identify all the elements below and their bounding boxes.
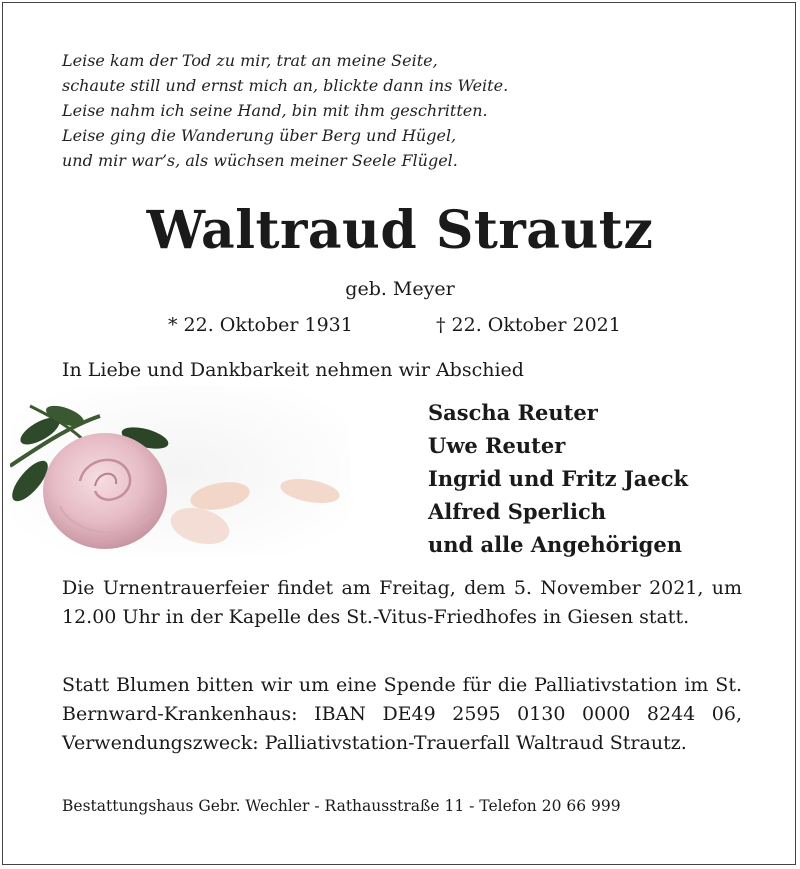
poem-line: Leise kam der Tod zu mir, trat an meine Seite,	[62, 51, 438, 70]
poem-line: schaute still und ernst mich an, blickte dann ins Weite.	[62, 76, 509, 95]
funeral-info: Die Urnentrauerfeier findet am Freitag, dem 5. November 2021, um 12.00 Uhr in der Kapelle des St.-Vitus-Friedhofes in Giesen statt.	[62, 577, 742, 628]
donation-info: Statt Blumen bitten wir um eine Spende für die Palliativstation im St. Bernward-Krankenhaus: IBAN DE49 2595 0130 0000 8244 06, Verwendungszweck: Palliativstation-Trauerfall Waltraud Strautz.	[62, 674, 742, 754]
mourner-name: Sascha Reuter	[428, 400, 598, 425]
farewell-intro: In Liebe und Dankbarkeit nehmen wir Abschied	[62, 359, 524, 381]
death-date: † 22. Oktober 2021	[436, 314, 621, 336]
rose-image	[10, 386, 350, 556]
maiden-name: geb. Meyer	[345, 278, 455, 300]
poem	[62, 48, 508, 173]
poem-line: Leise nahm ich seine Hand, bin mit ihm geschritten.	[62, 101, 488, 120]
funeral-home-footer: Bestattungshaus Gebr. Wechler - Rathausstraße 11 - Telefon 20 66 999	[62, 797, 621, 815]
mourner-name: Ingrid und Fritz Jaeck	[428, 466, 689, 491]
poem-line: Leise ging die Wanderung über Berg und Hügel,	[62, 126, 457, 145]
mourner-name: und alle Angehörigen	[428, 532, 682, 557]
deceased-name: Waltraud Strautz	[146, 200, 654, 261]
mourner-name: Alfred Sperlich	[428, 499, 607, 524]
poem-line: und mir war’s, als wüchsen meiner Seele Flügel.	[62, 151, 458, 170]
birth-date: * 22. Oktober 1931	[168, 314, 353, 336]
mourners-list	[428, 396, 688, 561]
mourner-name: Uwe Reuter	[428, 433, 566, 458]
